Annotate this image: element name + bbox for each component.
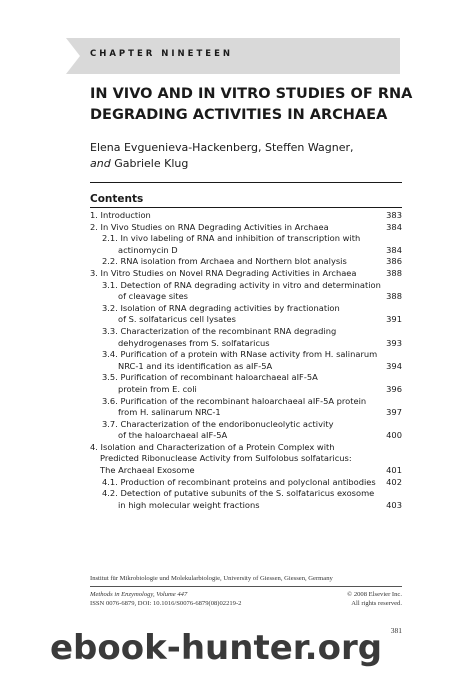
toc-entry-text (102, 372, 402, 395)
toc-entry-line: 2.2. RNA isolation from Archaea and Northern blot analysis (102, 256, 347, 267)
footer-journal: Methods in Enzymology, Volume 447 (90, 591, 188, 598)
toc-entry[interactable] (90, 303, 402, 326)
toc-entry-line: 2.1. In vivo labeling of RNA and inhibition of transcription with (102, 233, 361, 244)
authors-line-1: Elena Evguenieva-Hackenberg, Steffen Wagner, (90, 141, 354, 154)
toc-entry-page: 396 (386, 383, 402, 394)
toc-entry-text (102, 477, 402, 489)
toc-entry-line: 1. Introduction (90, 210, 151, 220)
toc-entry-page: 397 (386, 407, 402, 418)
toc-entry[interactable] (90, 326, 402, 349)
toc-entry-line: 2. In Vivo Studies on RNA Degrading Activities in Archaea (90, 221, 329, 232)
toc-entry-page: 384 (386, 244, 402, 255)
toc-entry[interactable] (90, 349, 402, 372)
toc-entry-line: The Archaeal Exosome (100, 465, 195, 476)
toc-entry-line: 3.4. Purification of a protein with RNase activity from H. salinarum (102, 349, 378, 360)
authors-last: Gabriele Klug (110, 157, 189, 170)
footer-affiliation: Institut für Mikrobiologie und Molekularbiologie, University of Giessen, Giessen, Germany (90, 575, 333, 582)
toc-entry-line: 4.1. Production of recombinant proteins and polyclonal antibodies (102, 476, 376, 487)
toc-entry[interactable] (90, 268, 402, 280)
toc-entry-line: 3.1. Detection of RNA degrading activity in vitro and determination (102, 279, 381, 290)
authors-and: and (90, 157, 111, 170)
toc-entry-text (102, 280, 402, 303)
watermark: ebook-hunter.org (50, 628, 383, 668)
toc-entry-line: NRC-1 and its identification as aIF-5A (118, 360, 273, 371)
toc-entry[interactable] (90, 210, 402, 222)
chapter-label: CHAPTER NINETEEN (90, 49, 233, 59)
toc-entry-line: 3.6. Purification of the recombinant haloarchaeal aIF-5A protein (102, 395, 367, 406)
chapter-title (90, 84, 413, 126)
toc-entry-line: from H. salinarum NRC-1 (118, 407, 221, 418)
contents-heading: Contents (90, 193, 144, 205)
toc-entry-line: protein from E. coli (118, 383, 197, 394)
toc-entry-line: Predicted Ribonuclease Activity from Sulfolobus solfataricus: (100, 453, 352, 464)
toc-entry-page: 394 (386, 360, 402, 371)
toc-entry[interactable] (90, 442, 402, 477)
footer-divider (90, 586, 402, 587)
toc-entry-page: 403 (386, 499, 402, 510)
toc-entry-line: dehydrogenases from S. solfataricus (118, 337, 270, 348)
toc-entry-page: 388 (386, 291, 402, 302)
toc-entry-text (90, 268, 402, 280)
toc-entry-page: 401 (386, 465, 402, 476)
toc-entry-line: 3.7. Characterization of the endoribonucleolytic activity (102, 418, 334, 429)
toc-entry-line: 3.2. Isolation of RNA degrading activities by fractionation (102, 302, 340, 313)
authors (90, 140, 410, 172)
footer-rights: All rights reserved. (351, 600, 402, 607)
toc-entry-text (90, 222, 402, 234)
table-of-contents (90, 210, 402, 511)
toc-entry-page: 383 (386, 210, 402, 220)
toc-entry-line: 4. Isolation and Characterization of a Protein Complex with (90, 441, 335, 452)
toc-entry-text (102, 396, 402, 419)
toc-entry[interactable] (90, 396, 402, 419)
toc-entry-page: 391 (386, 314, 402, 325)
toc-entry-page: 400 (386, 430, 402, 441)
toc-entry-text (102, 233, 402, 256)
toc-entry-page: 402 (386, 476, 402, 487)
toc-entry-line: 4.2. Detection of putative subunits of the S. solfataricus exosome (102, 488, 375, 499)
title-line-2: DEGRADING ACTIVITIES IN ARCHAEA (90, 107, 388, 123)
authors-line-2 (90, 156, 410, 172)
toc-entry-line: of the haloarchaeal aIF-5A (118, 430, 228, 441)
toc-entry[interactable] (90, 372, 402, 395)
toc-entry[interactable] (90, 233, 402, 256)
toc-entry-line: of cleavage sites (118, 291, 189, 302)
toc-entry-text (102, 326, 402, 349)
toc-entry-text (102, 488, 402, 511)
footer-row-journal (90, 591, 402, 598)
title-line-1: IN VIVO AND IN VITRO STUDIES OF RNA (90, 86, 413, 102)
toc-entry[interactable] (90, 256, 402, 268)
toc-entry-page: 393 (386, 337, 402, 348)
toc-entry-page: 384 (386, 221, 402, 232)
toc-entry-line: of S. solfataricus cell lysates (118, 314, 236, 325)
chapter-arrow-icon (66, 38, 80, 74)
toc-entry-page: 388 (386, 267, 402, 278)
toc-entry-text (90, 210, 402, 222)
toc-entry[interactable] (90, 222, 402, 234)
toc-entry-text (102, 349, 402, 372)
page-number: 381 (390, 626, 402, 635)
toc-entry-text (102, 256, 402, 268)
divider-top (90, 182, 402, 183)
toc-entry-text (102, 419, 402, 442)
toc-entry-page: 386 (386, 256, 402, 267)
toc-entry-line: 3.3. Characterization of the recombinant RNA degrading (102, 325, 337, 336)
toc-entry[interactable] (90, 477, 402, 489)
footer-row-issn (90, 600, 402, 607)
toc-entry-line: in high molecular weight fractions (118, 499, 260, 510)
toc-entry[interactable] (90, 419, 402, 442)
footer-copyright: © 2008 Elsevier Inc. (347, 591, 402, 598)
toc-entry-line: 3.5. Purification of recombinant haloarchaeal aIF-5A (102, 372, 318, 383)
toc-entry[interactable] (90, 488, 402, 511)
footer-issn: ISSN 0076-6879, DOI: 10.1016/S0076-6879(08)02219-2 (90, 600, 242, 607)
toc-entry[interactable] (90, 280, 402, 303)
toc-entry-text (90, 442, 402, 477)
toc-entry-line: actinomycin D (118, 244, 178, 255)
toc-entry-text (102, 303, 402, 326)
divider-contents (90, 207, 402, 208)
toc-entry-line: 3. In Vitro Studies on Novel RNA Degrading Activities in Archaea (90, 267, 357, 278)
